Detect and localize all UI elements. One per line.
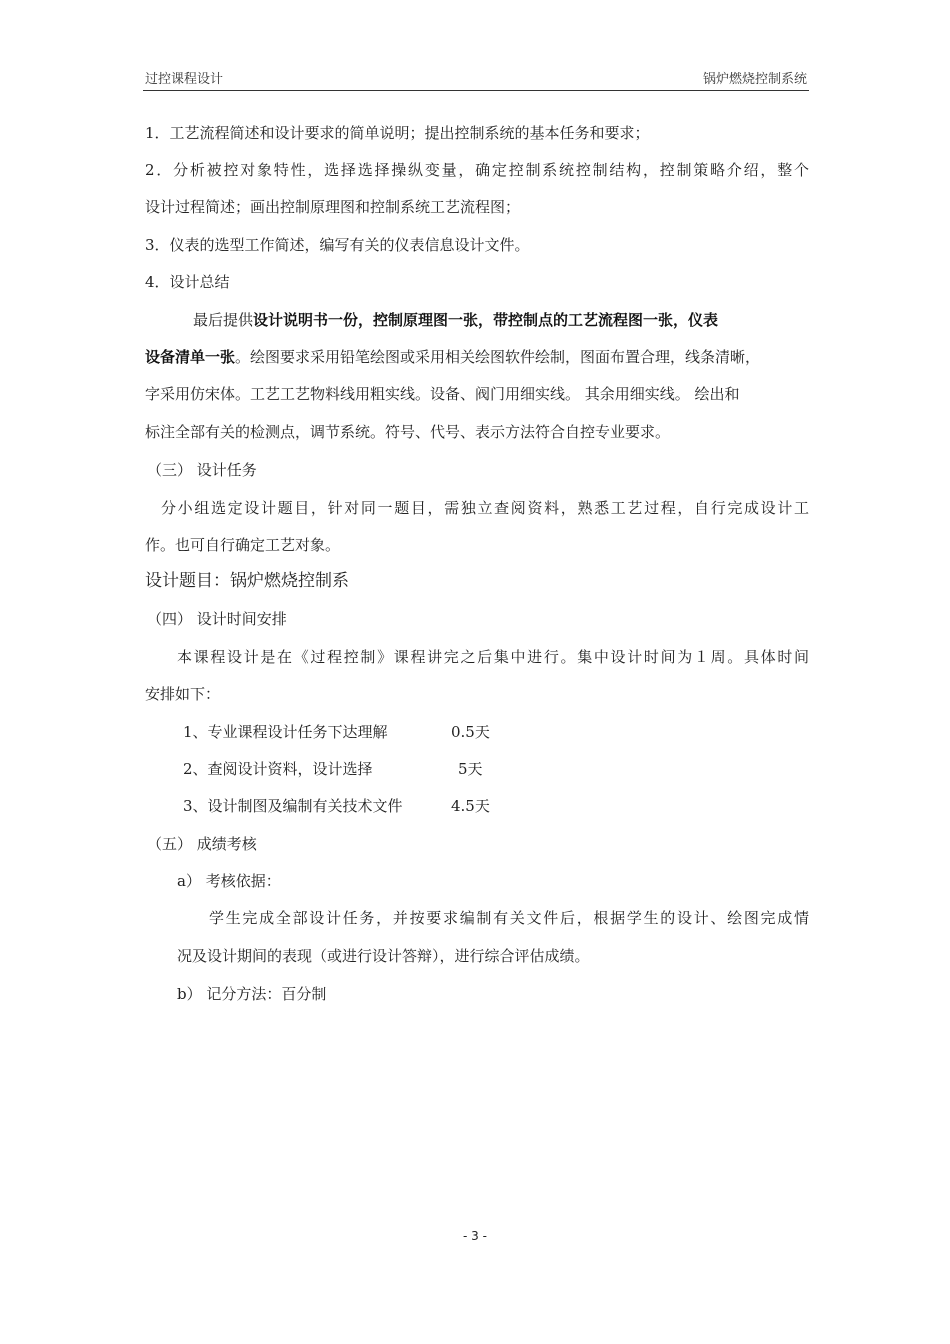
deliverables-drawing-rules: 。绘图要求采用铅笔绘图或采用相关绘图软件绘制，图面布置合理，线条清晰，: [235, 348, 761, 366]
deliverables-line-1: [193, 310, 718, 330]
scoring-method: b） 记分方法：百分制: [177, 985, 327, 1003]
assessment-basis-line-1: 学生完成全部设计任务，并按要求编制有关文件后，根据学生的设计、绘图完成情: [209, 909, 809, 927]
schedule-time-3: 4.5天: [451, 797, 490, 815]
section-3-para-line-1: 分小组选定设计题目，针对同一题目，需独立查阅资料，熟悉工艺过程，自行完成设计工: [161, 499, 809, 517]
deliverables-bold-1: 设计说明书一份，控制原理图一张，带控制点的工艺流程图一张，仪表: [253, 311, 719, 329]
deliverables-bold-2: 设备清单一张: [145, 348, 236, 366]
section-4-para-line-2: 安排如下：: [145, 685, 221, 703]
section-3-para-line-2: 作。也可自行确定工艺对象。: [145, 536, 341, 554]
schedule-time-2: 5天: [458, 760, 483, 778]
req-item-2-line-2: 设计过程简述；画出控制原理图和控制系统工艺流程图；: [145, 198, 521, 216]
schedule-task-3: 3、设计制图及编制有关技术文件: [183, 797, 403, 815]
section-4-heading: （四） 设计时间安排: [147, 610, 287, 628]
req-item-1: 1．工艺流程简述和设计要求的简单说明；提出控制系统的基本任务和要求；: [145, 124, 650, 142]
deliverables-line-4: 标注全部有关的检测点，调节系统。符号、代号、表示方法符合自控专业要求。: [145, 423, 671, 441]
req-item-4: 4．设计总结: [145, 273, 230, 291]
header-doc-title: 锅炉燃烧控制系统: [702, 72, 807, 87]
assessment-basis-label: a） 考核依据：: [177, 872, 281, 890]
req-item-3: 3．仪表的选型工作简述，编写有关的仪表信息设计文件。: [145, 236, 530, 254]
page-header: [143, 66, 809, 91]
schedule-task-1: 1、专业课程设计任务下达理解: [183, 723, 388, 741]
deliverables-line-3: 字采用仿宋体。工艺工艺物料线用粗实线。设备、阀门用细实线。 其余用细实线。 绘出和: [145, 385, 740, 403]
section-5-heading: （五） 成绩考核: [147, 835, 257, 853]
section-4-para-line-1: 本课程设计是在《过程控制》课程讲完之后集中进行。集中设计时间为１周。具体时间: [177, 648, 809, 666]
section-3-heading: （三） 设计任务: [147, 461, 257, 479]
deliverables-lead: 最后提供: [193, 311, 254, 329]
deliverables-line-2: [145, 347, 760, 367]
schedule-time-1: 0.5天: [451, 723, 490, 741]
assessment-basis-line-2: 况及设计期间的表现（或进行设计答辩），进行综合评估成绩。: [177, 947, 590, 965]
page-number: - 3 -: [463, 1229, 487, 1243]
req-item-2-line-1: 2．分析被控对象特性，选择选择操纵变量，确定控制系统控制结构，控制策略介绍，整个: [145, 161, 809, 179]
schedule-task-2: 2、查阅设计资料，设计选择: [183, 760, 373, 778]
header-course-title: 过控课程设计: [145, 72, 224, 87]
design-topic: 设计题目：锅炉燃烧控制系: [145, 571, 349, 591]
